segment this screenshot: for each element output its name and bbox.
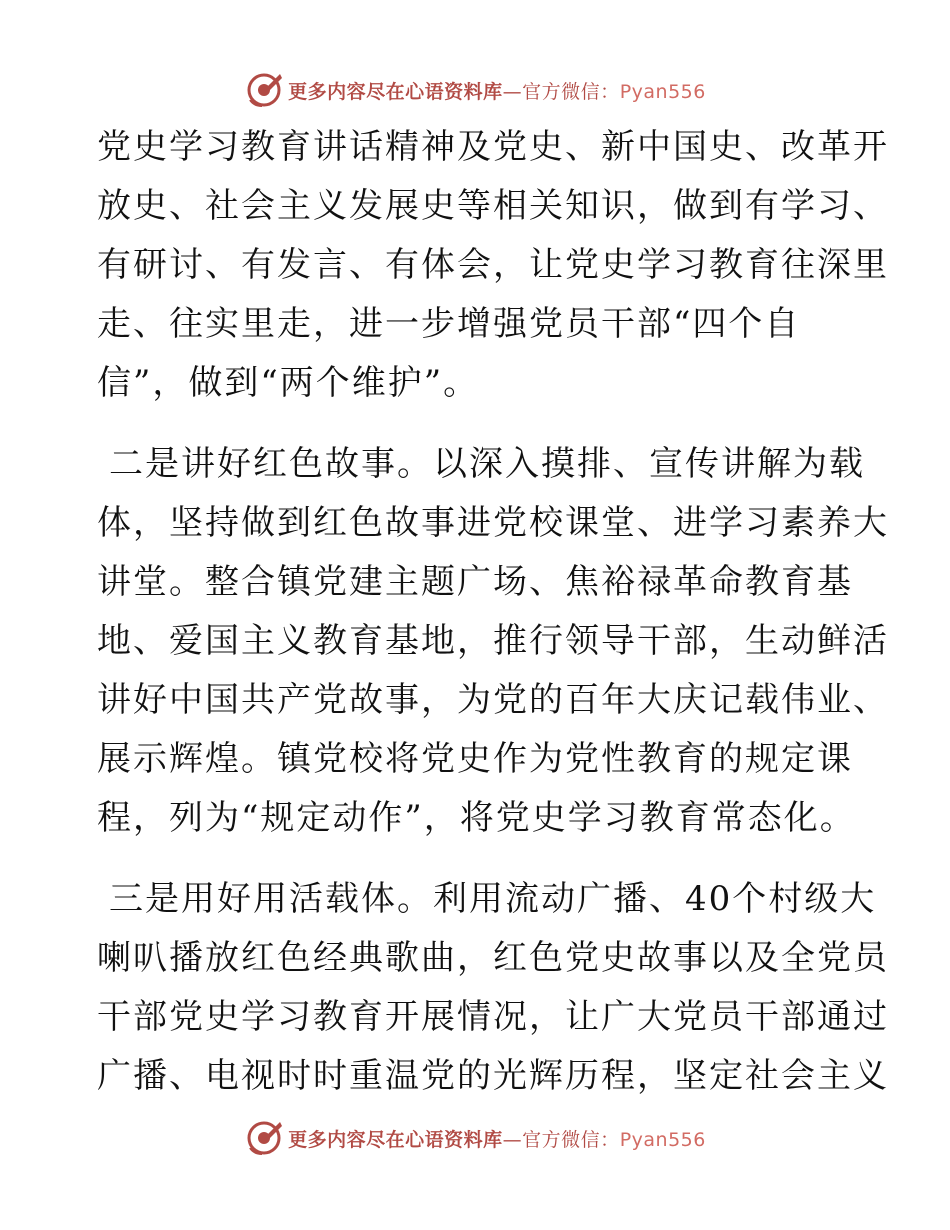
text-line: 走、往实里走，进一步增强党员干部“四个自 bbox=[97, 304, 801, 344]
banner-official-prefix: 官方微信： bbox=[522, 1128, 620, 1151]
banner-brand: 更多内容尽在心语资料库 bbox=[288, 80, 503, 103]
banner-separator: — bbox=[502, 1128, 523, 1151]
text-line: 放史、社会主义发展史等相关知识，做到有学习、 bbox=[97, 186, 889, 226]
text-line: 喇叭播放红色经典歌曲，红色党史故事以及全党员 bbox=[97, 938, 889, 978]
text-line: 展示辉煌。镇党校将党史作为党性教育的规定课 bbox=[97, 739, 853, 779]
banner-wechat-id: Pyan556 bbox=[619, 80, 706, 103]
text-line: 党史学习教育讲话精神及党史、新中国史、改革开 bbox=[97, 127, 889, 167]
text-line: 程，列为“规定动作”，将党史学习教育常态化。 bbox=[97, 798, 856, 838]
text-line: 信”，做到“两个维护”。 bbox=[97, 363, 480, 403]
text-line: 干部党史学习教育开展情况，让广大党员干部通过 bbox=[97, 997, 889, 1037]
document-body bbox=[97, 118, 889, 1106]
banner-text bbox=[288, 1125, 706, 1152]
banner-official-prefix: 官方微信： bbox=[522, 80, 620, 103]
text-line: 讲好中国共产党故事，为党的百年大庆记载伟业、 bbox=[97, 680, 889, 720]
banner-wechat-id: Pyan556 bbox=[619, 1128, 706, 1151]
text-line: 有研讨、有发言、有体会，让党史学习教育往深里 bbox=[97, 245, 889, 285]
brand-logo-icon bbox=[244, 70, 284, 110]
banner-separator: — bbox=[502, 80, 523, 103]
text-line: 讲堂。整合镇党建主题广场、焦裕禄革命教育基 bbox=[97, 562, 853, 602]
text-line: 广播、电视时时重温党的光辉历程，坚定社会主义 bbox=[97, 1056, 889, 1096]
paragraph-1 bbox=[97, 118, 889, 413]
text-line: 地、爱国主义教育基地，推行领导干部，生动鲜活 bbox=[97, 621, 889, 661]
header-banner bbox=[0, 68, 950, 112]
brand-logo-icon bbox=[244, 1118, 284, 1158]
paragraph-3 bbox=[97, 870, 889, 1106]
paragraph-2 bbox=[97, 435, 889, 848]
text-line: 体，坚持做到红色故事进党校课堂、进学习素养大 bbox=[97, 503, 889, 543]
text-line: 二是讲好红色故事。以深入摸排、宣传讲解为载 bbox=[109, 444, 865, 484]
footer-banner bbox=[0, 1116, 950, 1160]
text-line: 三是用好用活载体。利用流动广播、40个村级大 bbox=[109, 879, 877, 919]
banner-text bbox=[288, 77, 706, 104]
banner-brand: 更多内容尽在心语资料库 bbox=[288, 1128, 503, 1151]
